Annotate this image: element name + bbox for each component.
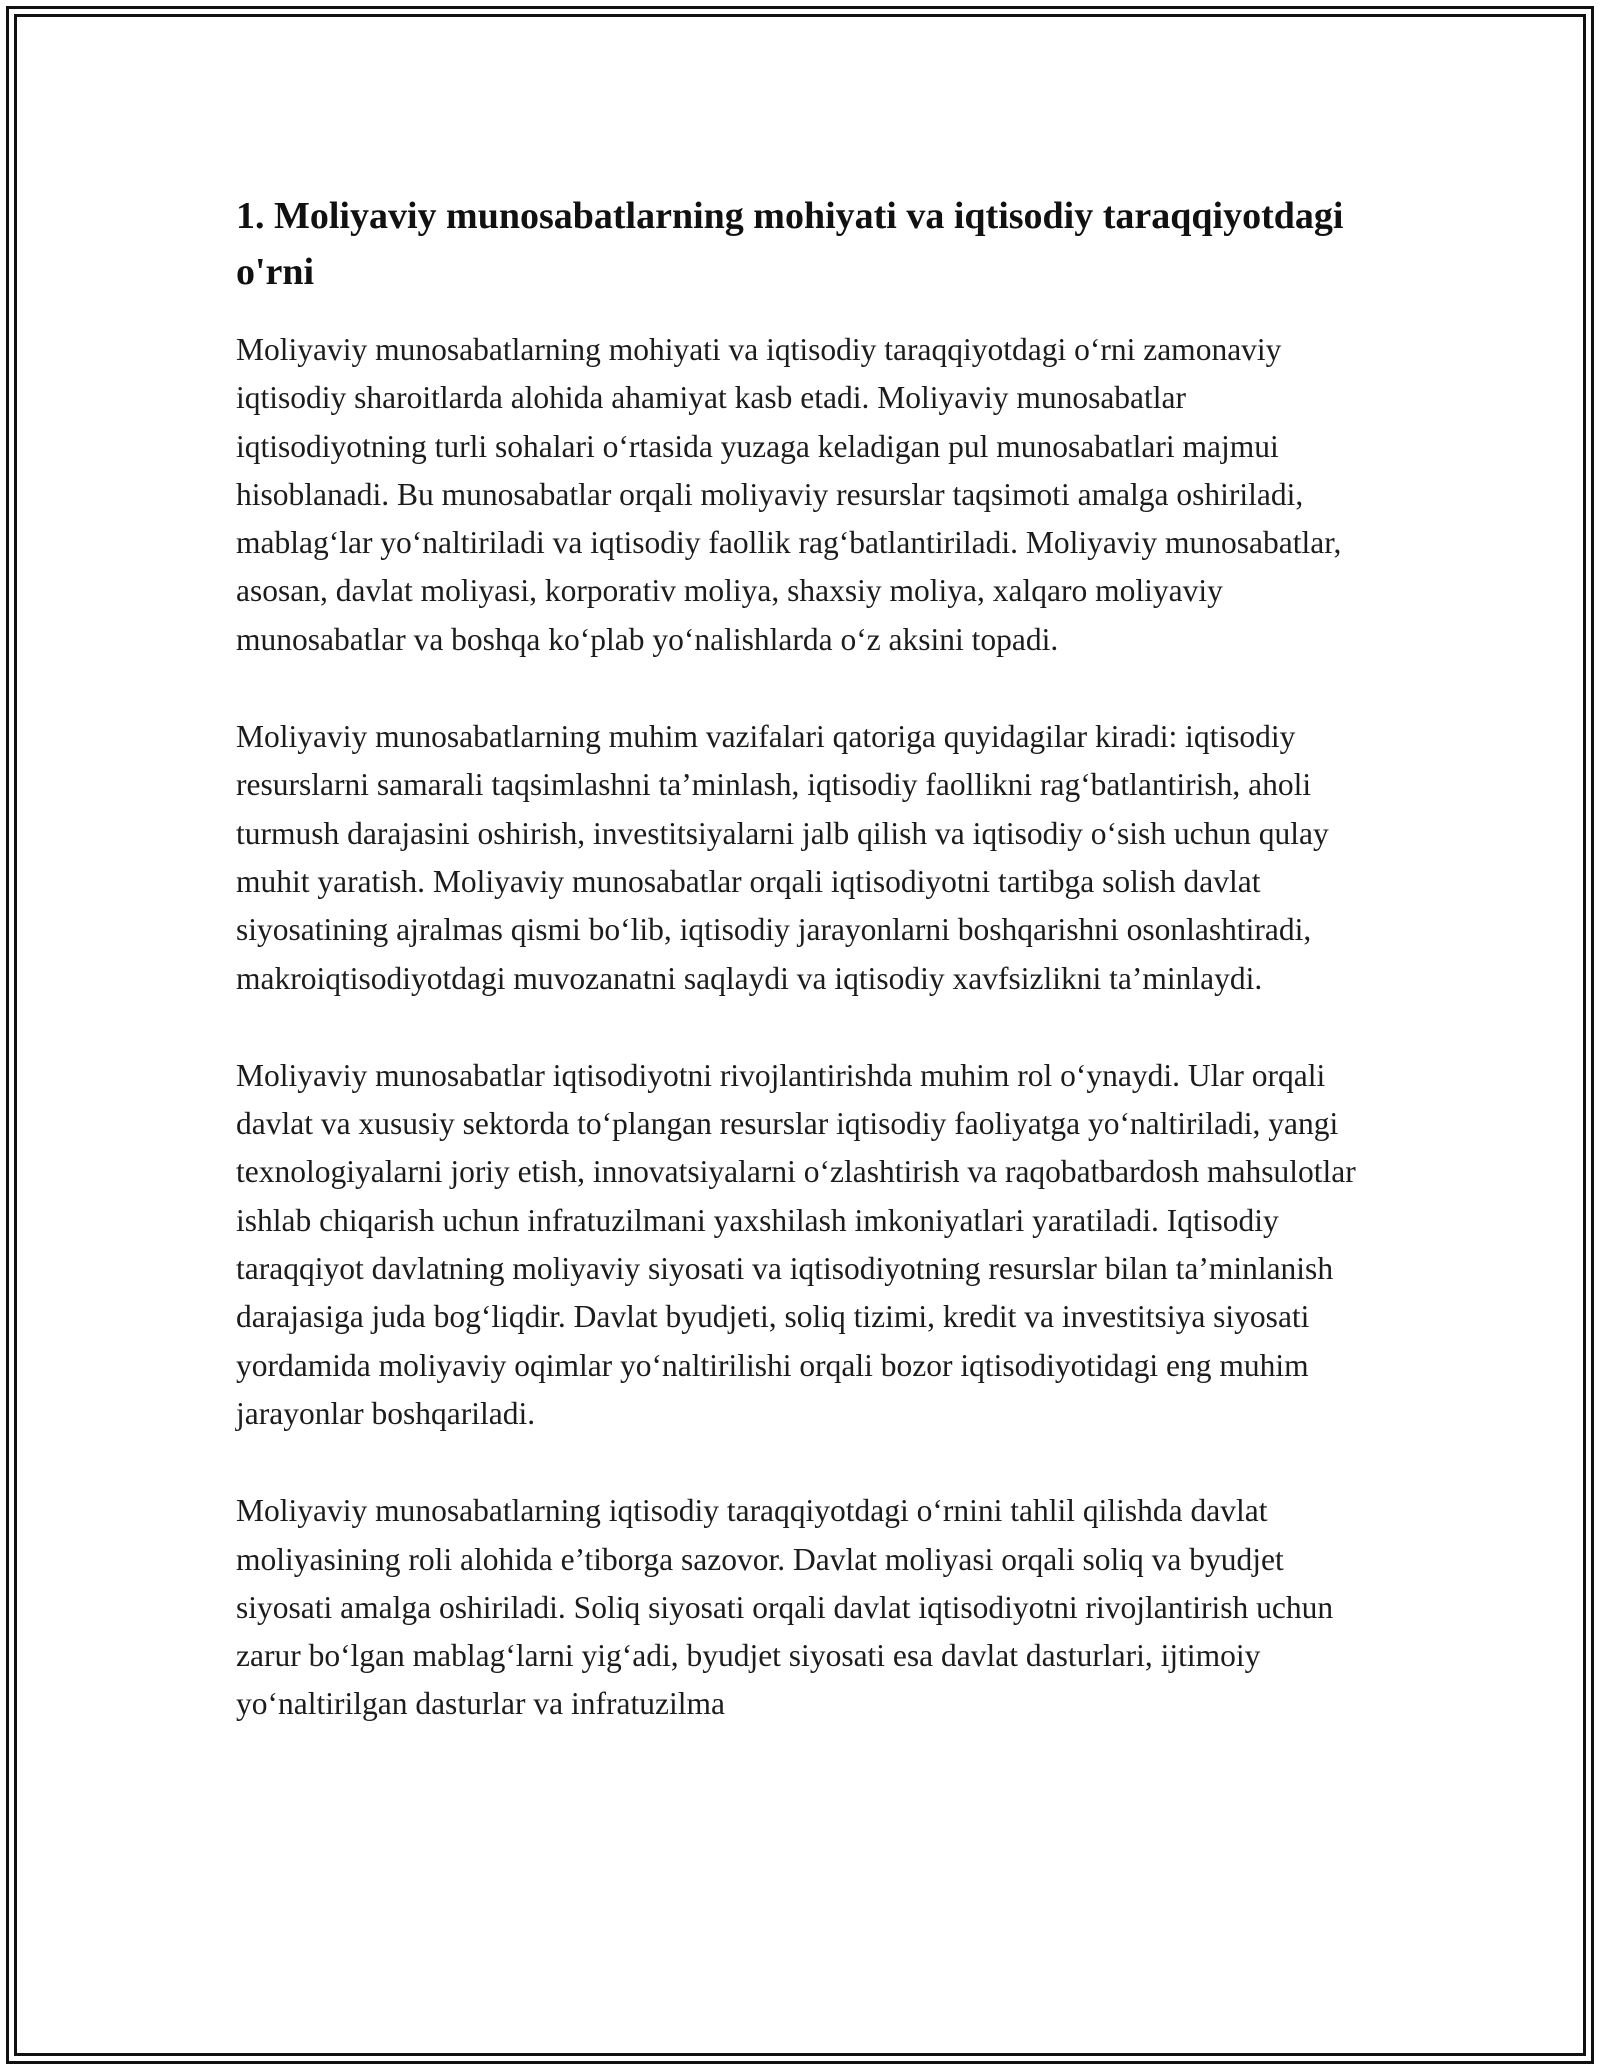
paragraph-1: Moliyaviy munosabatlarning mohiyati va iqtisodiy taraqqiyotdagi o‘rni zamonaviy iqtisodiy sharoitlarda alohida ahamiyat kasb etadi. Moliyaviy munosabatlar iqtisodiyotning turli sohalari o‘rtasida yuzaga keladigan pul munosabatlari majmui hisoblanadi. Bu munosabatlar orqali moliyaviy resurslar taqsimoti amalga oshiriladi, mablag‘lar yo‘naltiriladi va iqtisodiy faollik rag‘batlantiriladi. Moliyaviy munosabatlar, asosan, davlat moliyasi, korporativ moliya, shaxsiy moliya, xalqaro moliyaviy munosabatlar va boshqa ko‘plab yo‘nalishlarda o‘z aksini topadi. [236, 332, 1342, 657]
paragraph-2: Moliyaviy munosabatlarning muhim vazifalari qatoriga quyidagilar kiradi: iqtisodiy resurslarni samarali taqsimlashni ta’minlash, iqtisodiy faollikni rag‘batlantirish, aholi turmush darajasini oshirish, investitsiyalarni jalb qilish va iqtisodiy o‘sish uchun qulay muhit yaratish. Moliyaviy munosabatlar orqali iqtisodiyotni tartibga solish davlat siyosatining ajralmas qismi bo‘lib, iqtisodiy jarayonlarni boshqarishni osonlashtiradi, makroiqtisodiyotdagi muvozanatni saqlaydi va iqtisodiy xavfsizlikni ta’minlaydi. [236, 719, 1329, 996]
document-body [236, 188, 1376, 1729]
paragraph-4: Moliyaviy munosabatlarning iqtisodiy taraqqiyotdagi o‘rnini tahlil qilishda davlat moliyasining roli alohida e’tiborga sazovor. Davlat moliyasi orqali soliq va byudjet siyosati amalga oshiriladi. Soliq siyosati orqali davlat iqtisodiyotni rivojlantirish uchun zarur bo‘lgan mablag‘larni yig‘adi, byudjet siyosati esa davlat dasturlari, ijtimoiy yo‘naltirilgan dasturlar va infratuzilma [236, 1493, 1334, 1722]
section-heading: 1. Moliyaviy munosabatlarning mohiyati va iqtisodiy taraqqiyotdagi o'rni [236, 195, 1344, 293]
paragraph-3: Moliyaviy munosabatlar iqtisodiyotni rivojlantirishda muhim rol o‘ynaydi. Ular orqali davlat va xususiy sektorda to‘plangan resurslar iqtisodiy faoliyatga yo‘naltiriladi, yangi texnologiyalarni joriy etish, innovatsiyalarni o‘zlashtirish va raqobatbardosh mahsulotlar ishlab chiqarish uchun infratuzilmani yaxshilash imkoniyatlari yaratiladi. Iqtisodiy taraqqiyot davlatning moliyaviy siyosati va iqtisodiyotning resurslar bilan ta’minlanish darajasiga juda bog‘liqdir. Davlat byudjeti, soliq tizimi, kredit va investitsiya siyosati yordamida moliyaviy oqimlar yo‘naltirilishi orqali bozor iqtisodiyotidagi eng muhim jarayonlar boshqariladi. [236, 1057, 1356, 1431]
